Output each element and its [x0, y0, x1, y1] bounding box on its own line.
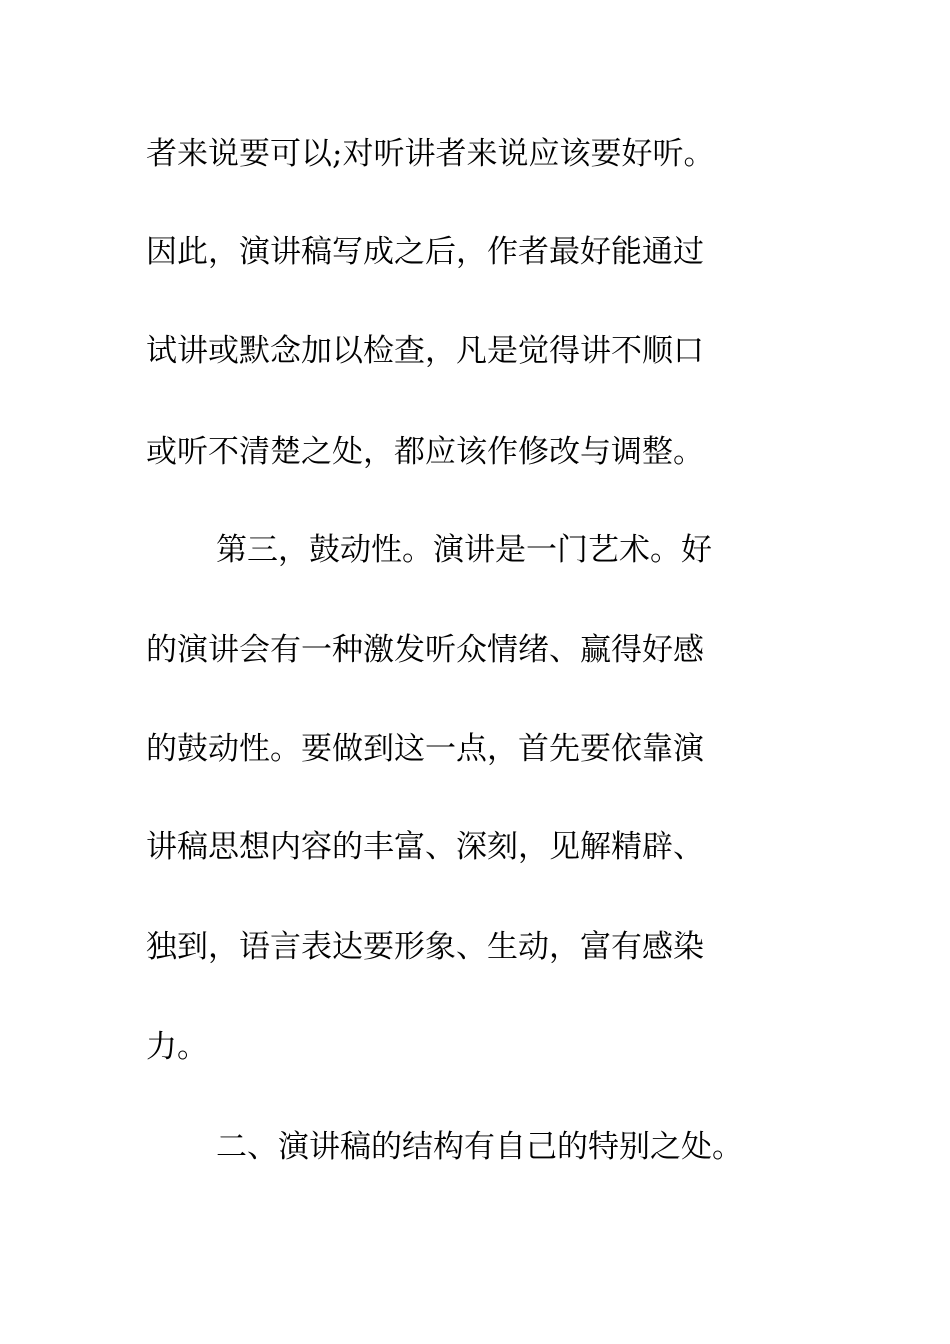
text-line-9: 独到，语言表达要形象、生动，富有感染 [146, 929, 704, 965]
text-line-2: 因此，演讲稿写成之后，作者最好能通过 [146, 234, 704, 270]
text-line-6: 的演讲会有一种激发听众情绪、赢得好感 [146, 632, 704, 668]
text-line-3: 试讲或默念加以检查，凡是觉得讲不顺口 [146, 333, 704, 369]
text-line-4: 或听不清楚之处，都应该作修改与调整。 [146, 434, 704, 470]
text-line-10: 力。 [146, 1029, 208, 1065]
text-line-1: 者来说要可以;对听讲者来说应该要好听。 [146, 136, 715, 172]
text-line-7: 的鼓动性。要做到这一点，首先要依靠演 [146, 731, 704, 767]
text-line-11: 二、演讲稿的结构有自己的特别之处。 [216, 1129, 743, 1165]
text-line-8: 讲稿思想内容的丰富、深刻，见解精辟、 [146, 829, 704, 865]
text-line-5: 第三，鼓动性。演讲是一门艺术。好 [216, 532, 712, 568]
